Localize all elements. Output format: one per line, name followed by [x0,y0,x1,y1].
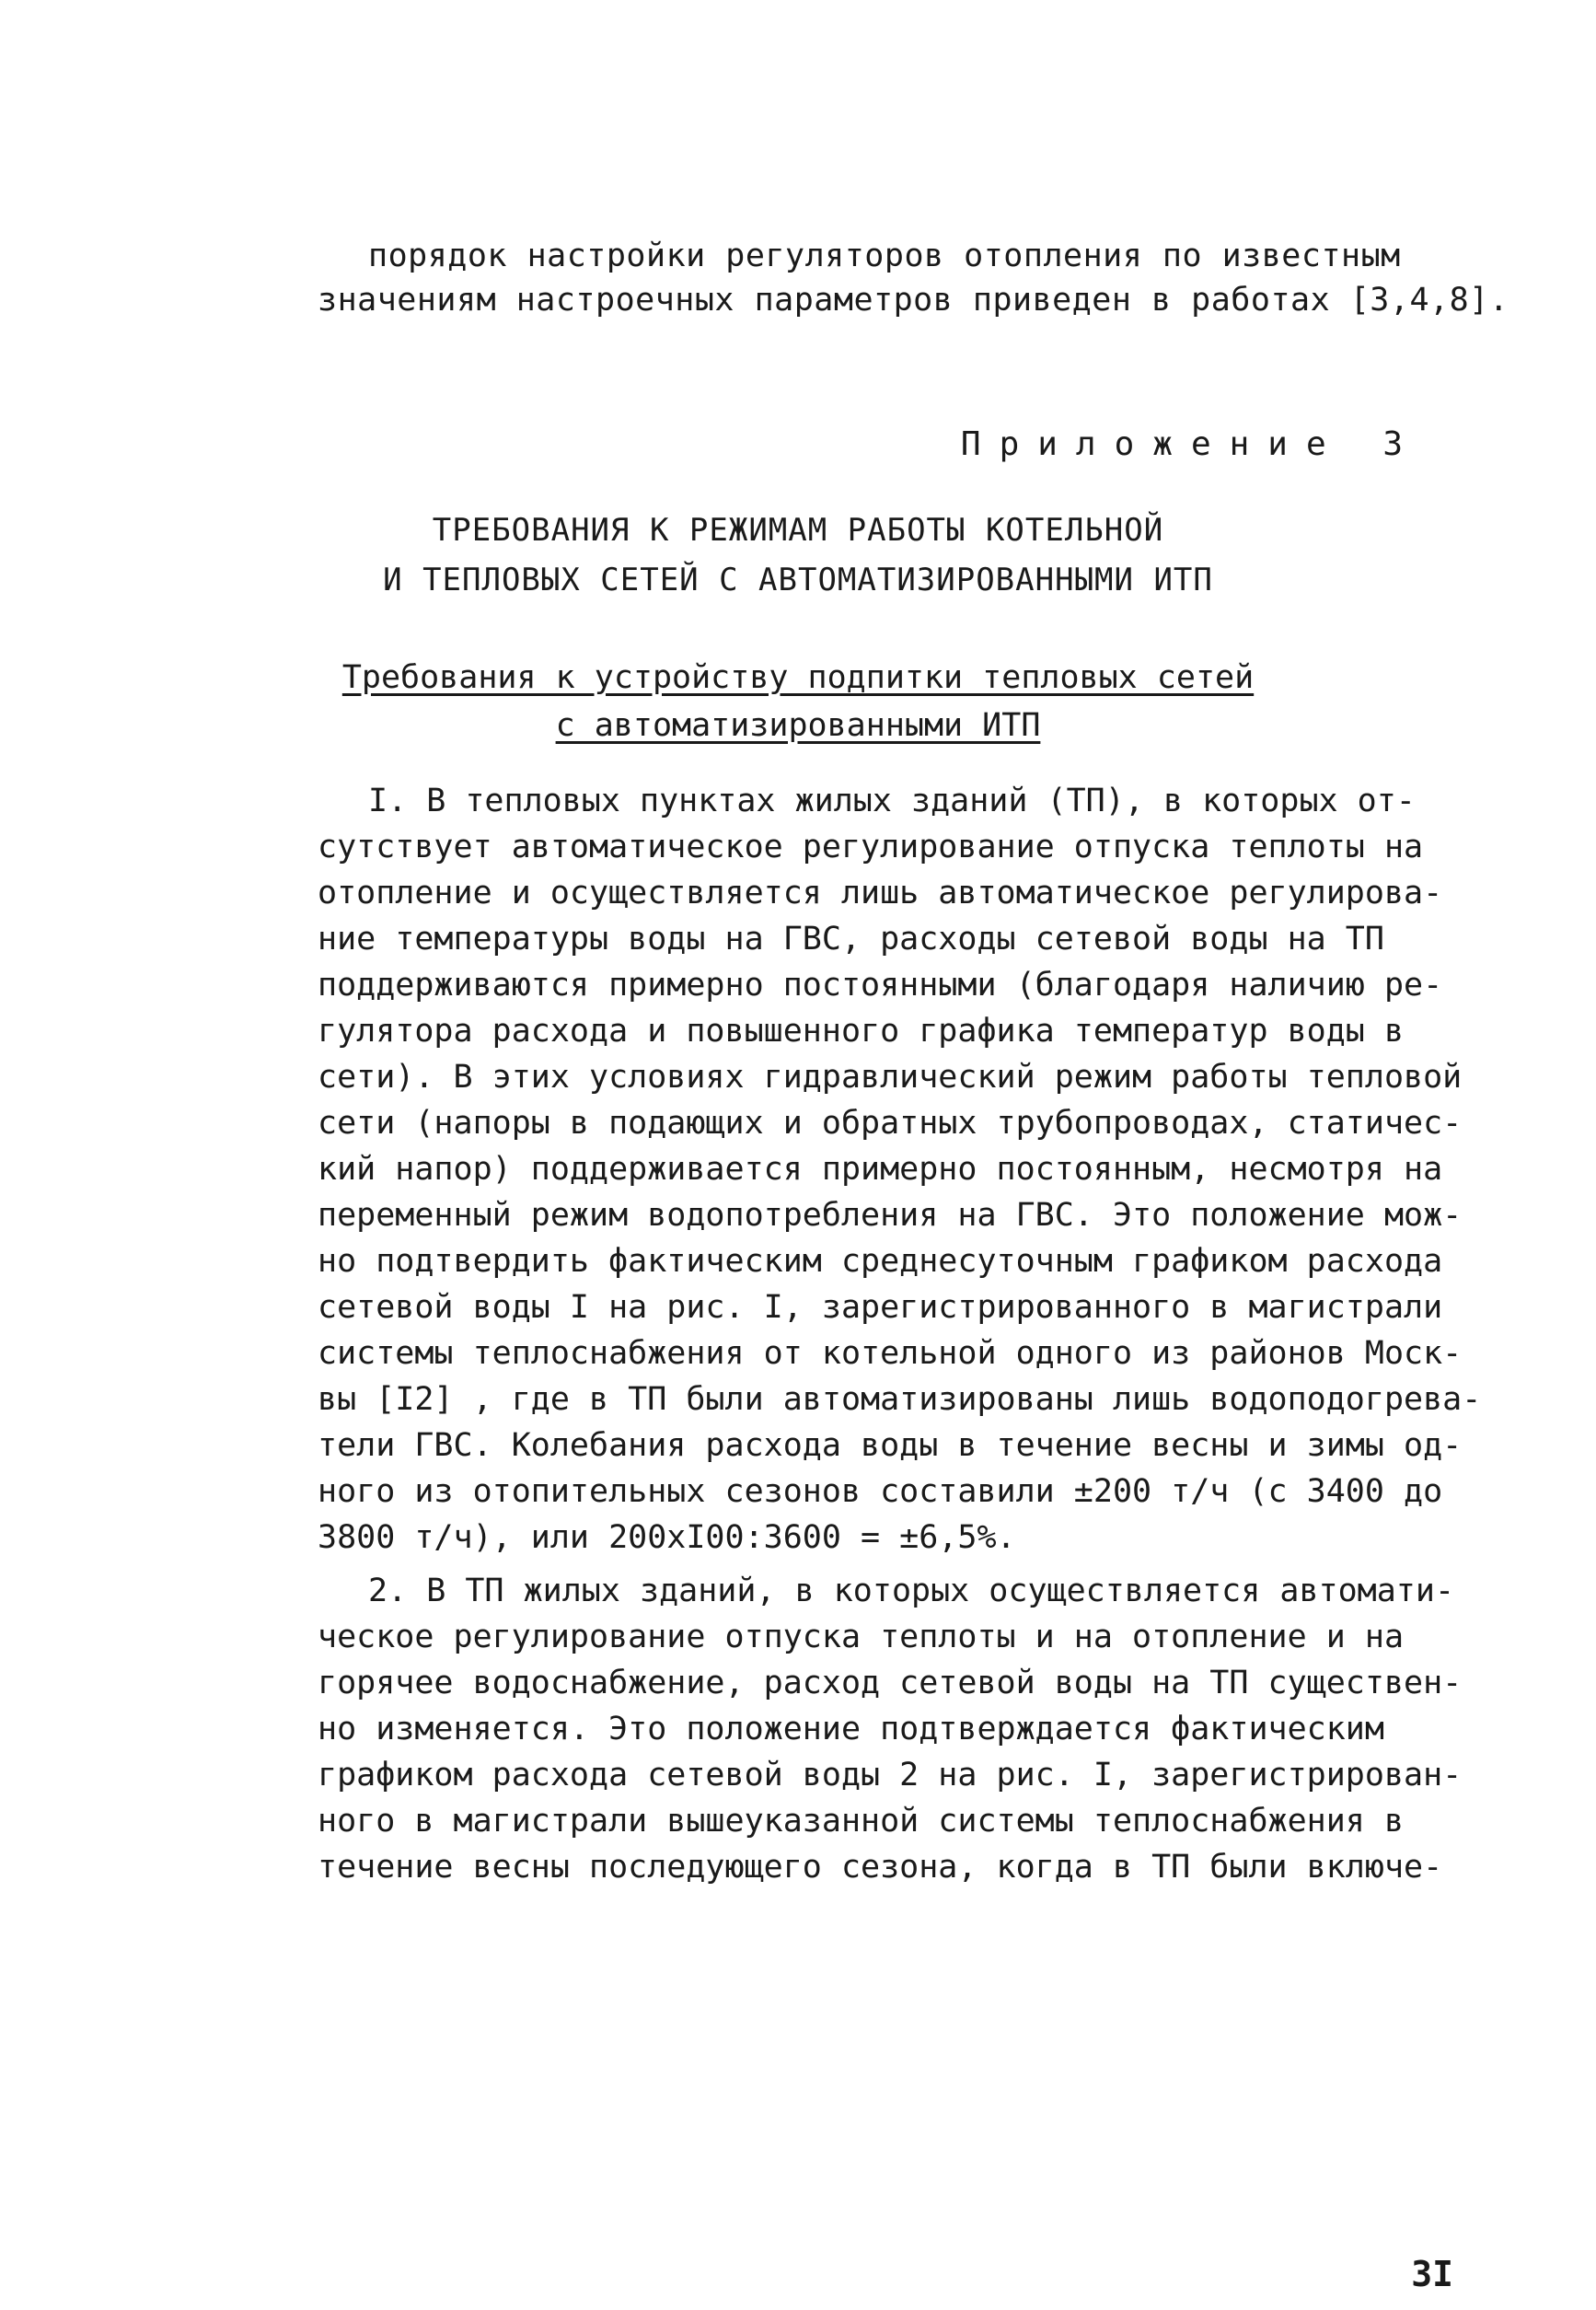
subtitle-line-1 [0,659,1596,696]
paragraph1-line: поддерживаются примерно постоянными (благодаря наличию ре- [318,967,1443,1004]
paragraph1-line: вы [I2] , где в ТП были автоматизированы лишь водоподогрева- [318,1381,1482,1418]
paragraph1-line: переменный режим водопотребления на ГВС. Это положение мож- [318,1197,1463,1234]
paragraph2-line: ческое регулирование отпуска теплоты и на отопление и на [318,1619,1405,1655]
paragraph1-line: 3800 т/ч), или 200xI00:3600 = ±6,5%. [318,1519,1016,1556]
paragraph2-line: но изменяется. Это положение подтверждается фактическим [318,1711,1384,1747]
paragraph2-line: графиком расхода сетевой воды 2 на рис. I, зарегистрирован- [318,1757,1463,1793]
page-number: 3I [1411,2254,1453,2294]
paragraph1-line: тели ГВС. Колебания расхода воды в течение весны и зимы од- [318,1427,1463,1464]
paragraph1-line: кий напор) поддерживается примерно постоянным, несмотря на [318,1151,1443,1188]
paragraph1-line: ние температуры воды на ГВС, расходы сетевой воды на ТП [318,921,1384,958]
paragraph1-line: сети). В этих условиях гидравлический режим работы тепловой [318,1059,1463,1096]
paragraph2-line: ного в магистрали вышеуказанной системы теплоснабжения в [318,1803,1405,1840]
intro-line-2: значениям настроечных параметров приведен в работах [3,4,8]. [318,282,1509,319]
title-line-1: ТРЕБОВАНИЯ К РЕЖИМАМ РАБОТЫ КОТЕЛЬНОЙ [432,512,1164,549]
paragraph1-line: ного из отопительных сезонов составили ±200 т/ч (с 3400 до [318,1473,1443,1510]
paragraph1-line: гулятора расхода и повышенного графика температур воды в [318,1013,1405,1050]
title-line-2: И ТЕПЛОВЫХ СЕТЕЙ С АВТОМАТИЗИРОВАННЫМИ ИТП [383,562,1213,598]
paragraph1-line: сети (напоры в подающих и обратных трубопроводах, статичес- [318,1105,1463,1142]
paragraph1-line: системы теплоснабжения от котельной одного из районов Моск- [318,1335,1463,1372]
paragraph2-line: горячее водоснабжение, расход сетевой воды на ТП существен- [318,1665,1463,1701]
subtitle-text-1: Требования к устройству подпитки тепловых сетей [341,659,1255,696]
paragraph1-line: сутствует автоматическое регулирование отпуска теплоты на [318,829,1424,865]
paragraph1-line: сетевой воды I на рис. I, зарегистрированного в магистрали [318,1289,1443,1326]
paragraph1-line: отопление и осуществляется лишь автоматическое регулирова- [318,875,1443,911]
subtitle-text-2: с автоматизированными ИТП [555,707,1041,744]
subtitle-line-2 [0,707,1596,744]
paragraph2-line: 2. В ТП жилых зданий, в которых осуществляется автомати- [368,1573,1455,1609]
appendix-label: Приложение 3 [960,425,1421,463]
paragraph1-line: I. В тепловых пунктах жилых зданий (ТП), в которых от- [368,783,1416,819]
paragraph1-line: но подтвердить фактическим среднесуточным графиком расхода [318,1243,1443,1280]
intro-line-1: порядок настройки регуляторов отопления по известным [368,238,1401,274]
paragraph2-line: течение весны последующего сезона, когда в ТП были включе- [318,1849,1443,1886]
